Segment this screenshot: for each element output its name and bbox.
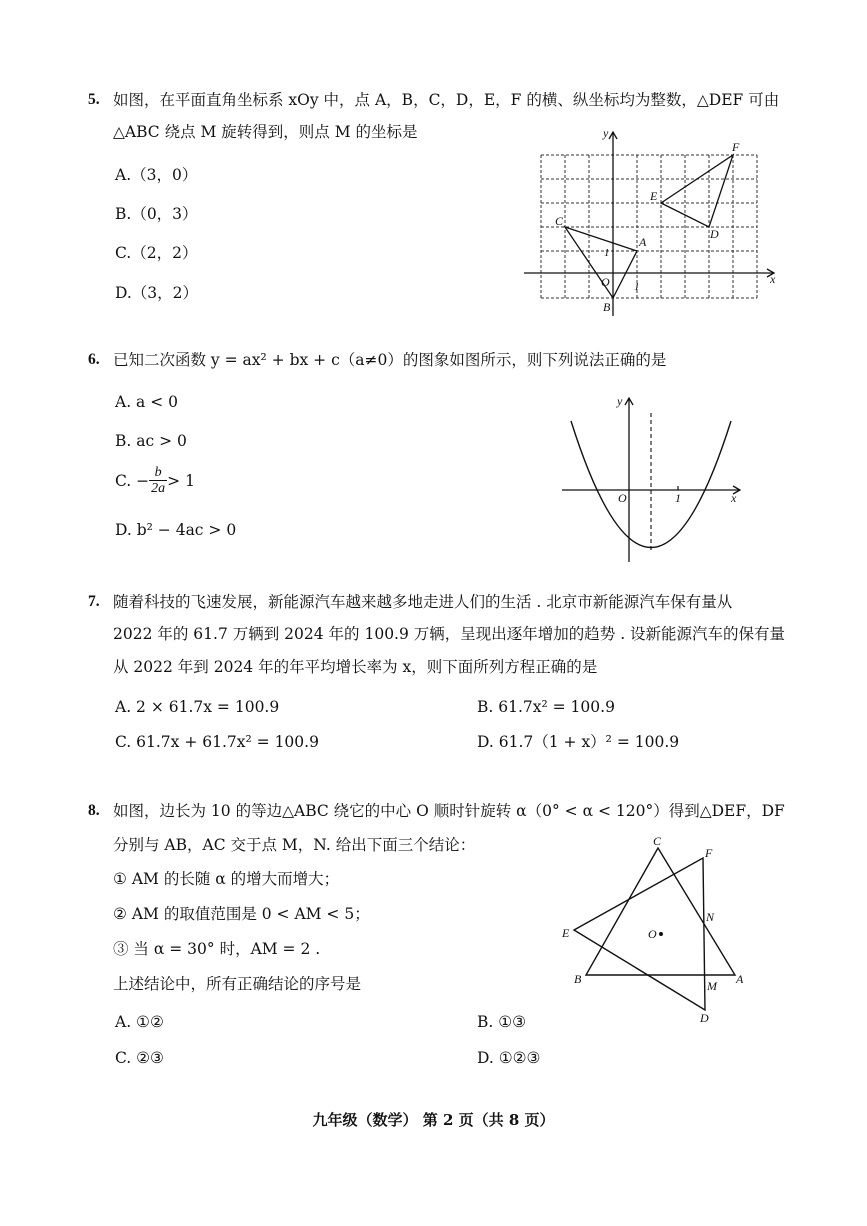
q6-option-c-denominator: 2a	[151, 481, 166, 496]
q8-point-c: C	[653, 834, 662, 848]
q6-option-c-numerator: b	[149, 465, 167, 481]
q5-option-b[interactable]: B.（0，3）	[115, 205, 198, 223]
q5-point-c: C	[555, 214, 564, 228]
q8-stem-line1: 如图，边长为 10 的等边△ABC 绕它的中心 O 顺时针旋转 α（0° < α < 120°）得到△DEF，DF	[113, 802, 785, 820]
q8-prompt: 上述结论中，所有正确结论的序号是	[113, 975, 362, 993]
q8-rotated-triangles-figure	[555, 830, 755, 1030]
q5-number: 5.	[88, 91, 100, 108]
q6-stem: 已知二次函数 y = ax² + bx + c（a≠0）的图象如图所示，则下列说法正确的是	[113, 351, 667, 369]
q5-y-tick-1: 1	[604, 247, 610, 259]
q5-x-label: x	[770, 272, 776, 286]
q5-point-d: D	[710, 227, 719, 241]
q6-y-label: y	[617, 394, 623, 408]
q8-point-m: M	[707, 979, 717, 993]
q8-conclusion-2: ② AM 的取值范围是 0 < AM < 5；	[113, 905, 370, 923]
q8-number: 8.	[88, 802, 100, 819]
q7-option-d[interactable]: D. 61.7（1 + x）² = 100.9	[477, 733, 680, 751]
q8-conclusion-3: ③ 当 α = 30° 时，AM = 2 .	[113, 940, 321, 958]
q8-point-e: E	[562, 926, 570, 940]
q5-option-c[interactable]: C.（2，2）	[115, 244, 198, 262]
q8-point-o: O	[648, 927, 657, 941]
q6-option-b[interactable]: B. ac > 0	[115, 432, 187, 450]
q8-option-a[interactable]: A. ①②	[115, 1013, 164, 1031]
q5-grid	[541, 155, 757, 298]
q6-tick-1-label: 1	[675, 491, 681, 505]
q5-stem-line2: △ABC 绕点 M 旋转得到，则点 M 的坐标是	[113, 123, 418, 141]
q5-stem-line1: 如图，在平面直角坐标系 xOy 中，点 A，B，C，D，E，F 的横、纵坐标均为整数，△DEF 可由	[113, 91, 780, 109]
q7-stem-line3: 从 2022 年到 2024 年的年平均增长率为 x，则下面所列方程正确的是	[113, 658, 598, 676]
q7-stem-line1: 随着科技的飞速发展，新能源汽车越来越多地走进人们的生活 . 北京市新能源汽车保有量从	[113, 593, 733, 611]
q7-stem-line2: 2022 年的 61.7 万辆到 2024 年的 100.9 万辆，呈现出逐年增加的趋势 . 设新能源汽车的保有量	[113, 625, 786, 643]
q8-point-a: A	[736, 972, 744, 986]
q5-point-f: F	[732, 140, 740, 154]
q8-conclusion-1: ① AM 的长随 α 的增大而增大；	[113, 870, 340, 888]
q8-stem-line2: 分别与 AB，AC 交于点 M，N. 给出下面三个结论：	[113, 836, 476, 854]
q5-point-e: E	[650, 189, 658, 203]
q8-option-c[interactable]: C. ②③	[115, 1049, 164, 1067]
q5-coordinate-figure	[520, 125, 780, 320]
q7-option-a[interactable]: A. 2 × 61.7x = 100.9	[115, 698, 280, 716]
q8-option-d[interactable]: D. ①②③	[477, 1049, 541, 1067]
q6-x-label: x	[731, 491, 737, 505]
q8-point-b: B	[574, 972, 582, 986]
q5-point-a: A	[639, 235, 647, 249]
q6-option-c-suffix: > 1	[167, 471, 195, 490]
q6-parabola-figure	[555, 390, 745, 565]
q8-option-b[interactable]: B. ①③	[477, 1013, 527, 1031]
q6-option-c[interactable]	[115, 465, 195, 496]
q6-option-c-fraction	[149, 465, 167, 496]
q5-origin-label: O	[601, 275, 610, 289]
q7-number: 7.	[88, 593, 100, 610]
q6-option-a[interactable]: A. a < 0	[115, 393, 178, 411]
q5-y-label: y	[603, 126, 609, 140]
q7-option-c[interactable]: C. 61.7x + 61.7x² = 100.9	[115, 733, 319, 751]
q8-point-d: D	[700, 1011, 709, 1025]
q8-point-n: N	[706, 910, 715, 924]
q5-x-tick-1: 1	[634, 281, 640, 293]
q5-point-b: B	[603, 300, 611, 314]
q6-option-d[interactable]: D. b² − 4ac > 0	[115, 521, 237, 539]
q5-option-a[interactable]: A.（3，0）	[115, 166, 198, 184]
q5-option-d[interactable]: D.（3，2）	[115, 284, 199, 302]
q6-option-c-prefix: C. −	[115, 471, 150, 490]
q6-origin-label: O	[618, 491, 627, 505]
q5-triangle-def	[661, 155, 733, 227]
q6-number: 6.	[88, 351, 100, 368]
page-footer: 九年级（数学） 第 2 页（共 8 页）	[312, 1111, 555, 1129]
q7-option-b[interactable]: B. 61.7x² = 100.9	[477, 698, 615, 716]
q8-center-point	[659, 932, 663, 936]
q8-point-f: F	[705, 846, 713, 860]
